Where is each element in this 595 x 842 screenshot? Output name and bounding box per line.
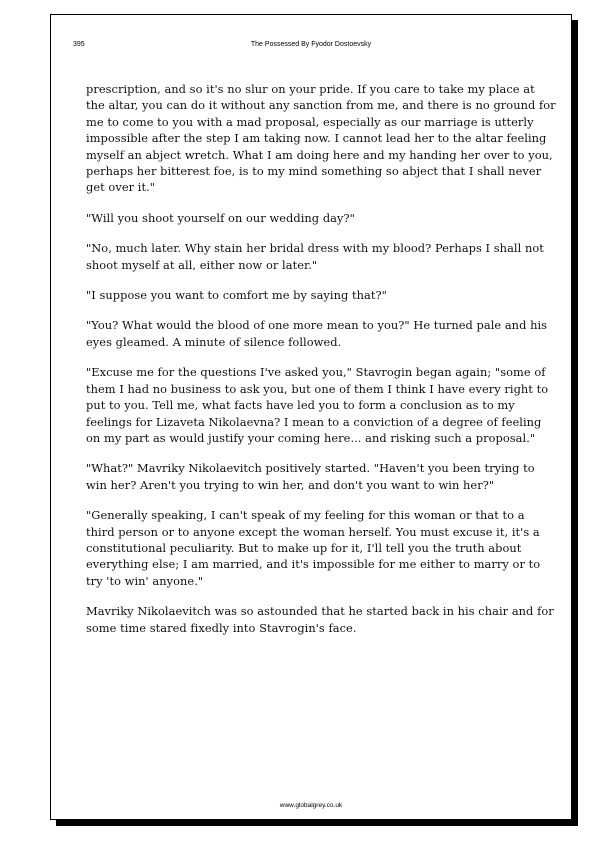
page-shadow-right [572,20,578,826]
document-page [50,14,572,820]
running-title: The Possessed By Fyodor Dostoevsky [250,41,372,48]
page-header [51,41,571,53]
paragraph: "No, much later. Why stain her bridal dress with my blood? Perhaps I shall not shoot myself at all, either now or later." [86,241,544,272]
paragraph: prescription, and so it's no slur on your pride. If you care to take my place at the altar, you can do it without any sanction from me, and there is no ground for me to come to you with a mad proposal, especially as our marriage is utterly impossible after the step I am taking now. I cannot lead her to the altar feeling myself an abject wretch. What I am doing here and my handing her over to you, perhaps her bitterest foe, is to my mind something so abject that I shall never get over it." [86,82,556,195]
page-number: 395 [73,41,85,48]
footer-url[interactable]: www.globalgrey.co.uk [279,802,343,809]
body-text [86,81,556,650]
paragraph: "Generally speaking, I can't speak of my feeling for this woman or that to a third person or to anyone except the woman herself. You must excuse it, it's a constitutional peculiarity. But to make up for it, I'll tell you the truth about everything else; I am married, and it's impossible for me either to marry or to try 'to win' anyone." [86,508,541,588]
paragraph: "Will you shoot yourself on our wedding day?" [86,210,355,225]
paragraph: "I suppose you want to comfort me by saying that?" [86,288,387,303]
page-shadow-bottom [56,820,578,826]
paragraph: "Excuse me for the questions I've asked you," Stavrogin began again; "some of them I had no business to ask you, but one of them I think I have every right to put to you. Tell me, what facts have led you to form a conclusion as to my feelings for Lizaveta Nikolaevna? I mean to a conviction of a degree of feeling on my part as would justify your coming here... and risking such a proposal." [86,365,549,445]
paragraph: "What?" Mavriky Nikolaevitch positively started. "Haven't you been trying to win her? Aren't you trying to win her, and don't you want to win her?" [86,461,535,492]
paragraph: Mavriky Nikolaevitch was so astounded that he started back in his chair and for some time stared fixedly into Stavrogin's face. [86,604,554,635]
paragraph: "You? What would the blood of one more mean to you?" He turned pale and his eyes gleamed. A minute of silence followed. [86,318,548,349]
